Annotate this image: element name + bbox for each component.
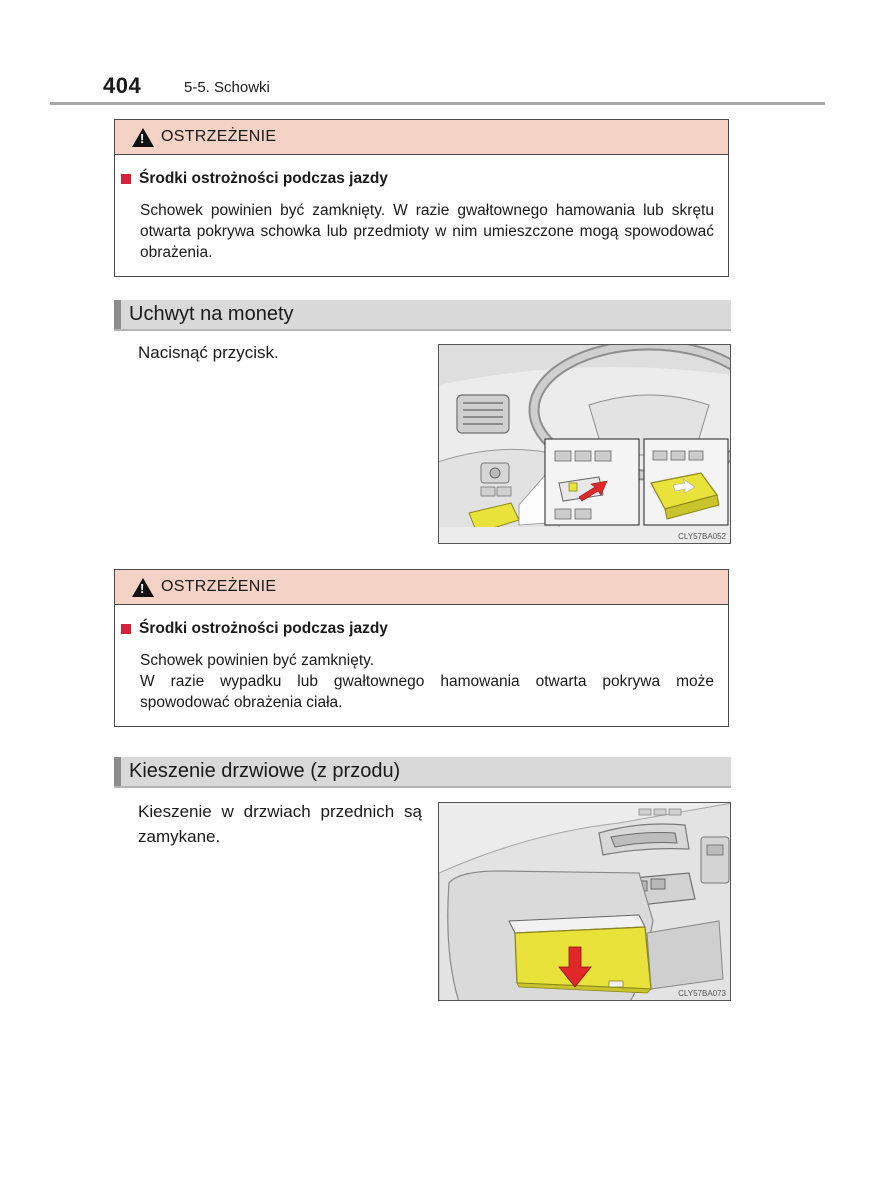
warning-title: OSTRZEŻENIE [161,128,277,145]
door-pocket-figure [438,802,731,1001]
coin-holder-instruction: Nacisnąć przycisk. [138,343,279,362]
door-pocket-illustration [439,803,731,1001]
figure-code: CLY57BA052 [678,532,726,541]
warning-text-line-2: W razie wypadku lub gwałtownego hamowania otwarta pokrywa może spowodować obrażenia ciała. [140,673,714,711]
warning-box-1 [114,119,729,277]
warning-subheading-text: Środki ostrożności podczas jazdy [139,620,388,637]
warning-subheading-text: Środki ostrożności podczas jazdy [139,170,388,187]
warning-box-2 [114,569,729,727]
warning-subheading [121,170,728,188]
warning-text: Schowek powinien być zamknięty. W razie gwałtownego hamowania lub skrętu otwarta pokrywa schowka lub przedmioty w nim umieszczone mogą spowodować obrażenia. [140,202,714,261]
chapter-label: 5-5. Schowki [184,79,270,96]
heading-accent-bar [114,757,121,786]
warning-text [140,650,714,713]
door-pockets-description: Kieszenie w drzwiach przednich są zamykane. [138,802,422,846]
page-number: 404 [103,73,142,98]
coin-holder-figure [438,344,731,544]
warning-triangle-icon: ! [132,128,154,147]
figure-code: CLY57BA073 [678,989,726,998]
heading-accent-bar [114,300,121,329]
section-heading-coin-holder [114,300,731,331]
red-square-bullet-icon [121,174,131,184]
warning-title: OSTRZEŻENIE [161,578,277,595]
section-heading-door-pockets [114,757,731,788]
section-heading-text: Kieszenie drzwiowe (z przodu) [129,760,401,782]
warning-triangle-icon: ! [132,578,154,597]
coin-holder-illustration [439,345,731,544]
header-rule [50,102,825,105]
warning-header [115,120,728,155]
section-heading-text: Uchwyt na monety [129,303,294,325]
red-square-bullet-icon [121,624,131,634]
warning-text-line-1: Schowek powinien być zamknięty. [140,652,375,669]
warning-subheading [121,620,728,638]
warning-header [115,570,728,605]
